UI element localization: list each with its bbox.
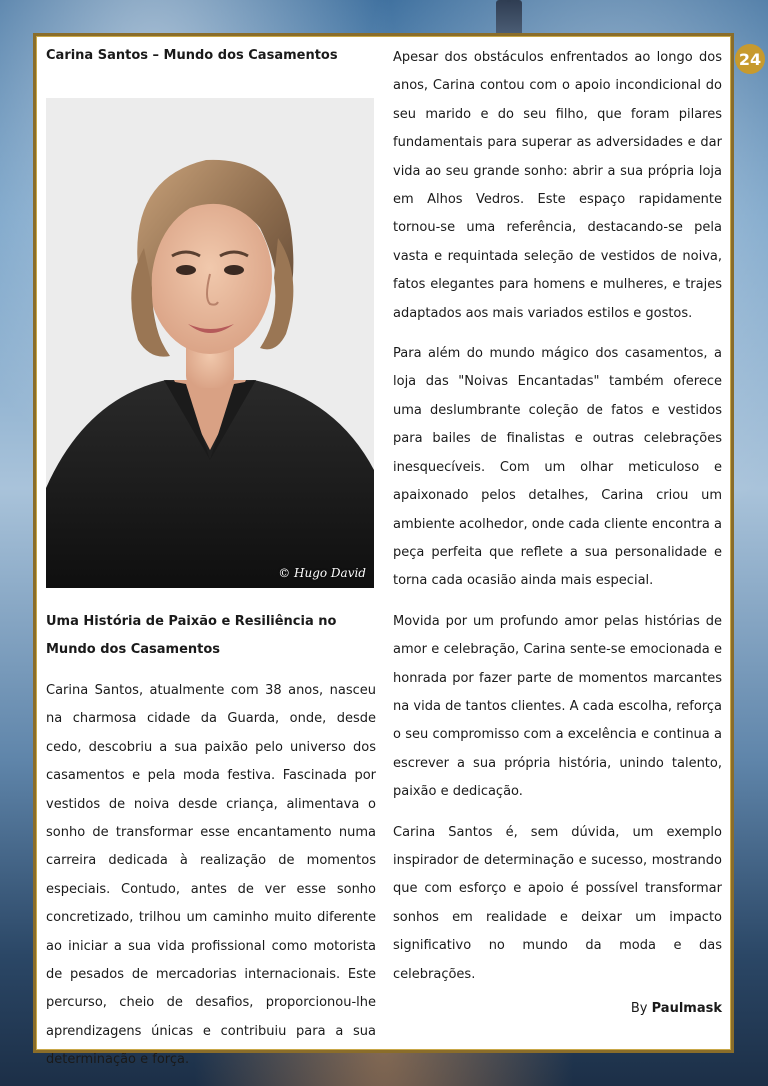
body-paragraph: Para além do mundo mágico dos casamentos, a loja das "Noivas Encantadas" também oferece uma deslumbrante coleção de fatos e vestidos para bailes de finalistas e outras celebrações inesquecíveis. Com um olhar meticuloso e apaixonado pelos detalhes, Carina criou um ambiente acolhedor, onde cada cliente encontra a peça perfeita que reflete a sua personalidade e torna cada ocasião ainda mais especial.	[393, 346, 722, 589]
page-number-badge: 24	[735, 44, 765, 74]
section-subheading: Uma História de Paixão e Resiliência no Mundo dos Casamentos	[46, 614, 337, 657]
right-column	[393, 44, 722, 1016]
background-tower	[496, 0, 522, 34]
article-title: Carina Santos – Mundo dos Casamentos	[46, 48, 338, 63]
portrait-photo	[46, 98, 374, 588]
body-paragraph: Carina Santos é, sem dúvida, um exemplo inspirador de determinação e sucesso, mostrando que com esforço e apoio é possível transformar sonhos em realidade e deixar um impacto significativo no mundo da moda e das celebrações.	[393, 824, 722, 982]
photo-signature: © Hugo David	[278, 566, 366, 580]
body-paragraph: Movida por um profundo amor pelas histórias de amor e celebração, Carina sente-se emocionada e honrada por fazer parte de momentos marcantes na vida de tantos clientes. A cada escolha, reforça o seu compromisso com a excelência e continua a escrever a sua própria história, unindo talento, paixão e dedicação.	[393, 613, 722, 800]
byline	[393, 1001, 722, 1016]
byline-author: Paulmask	[651, 1001, 722, 1016]
byline-prefix: By	[630, 1001, 648, 1016]
body-paragraph: Apesar dos obstáculos enfrentados ao longo dos anos, Carina contou com o apoio incondicional do seu marido e do seu filho, que foram pilares fundamentais para superar as adversidades e dar vida ao seu grande sonho: abrir a sua própria loja em Alhos Vedros. Este espaço rapidamente tornou-se uma referência, destacando-se pela vasta e requintada seleção de vestidos de noiva, fatos elegantes para homens e mulheres, e trajes adaptados aos mais variados estilos e gostos.	[393, 50, 722, 321]
portrait-illustration	[46, 98, 374, 588]
left-column-body	[46, 677, 376, 1075]
left-column-header	[46, 44, 376, 68]
body-paragraph: Carina Santos, atualmente com 38 anos, nasceu na charmosa cidade da Guarda, onde, desde cedo, descobriu a sua paixão pelo universo dos casamentos e pela moda festiva. Fascinada por vestidos de noiva desde criança, alimentava o sonho de transformar esse encantamento numa carreira dedicada à realização de momentos especiais. Contudo, antes de ver esse sonho concretizado, trilhou um caminho muito diferente ao iniciar a sua vida profissional como motorista de pesados de mercadorias internacionais. Este percurso, cheio de desafios, proporcionou-lhe aprendizagens únicas e contribuiu para a sua determinação e força.	[46, 683, 376, 1068]
